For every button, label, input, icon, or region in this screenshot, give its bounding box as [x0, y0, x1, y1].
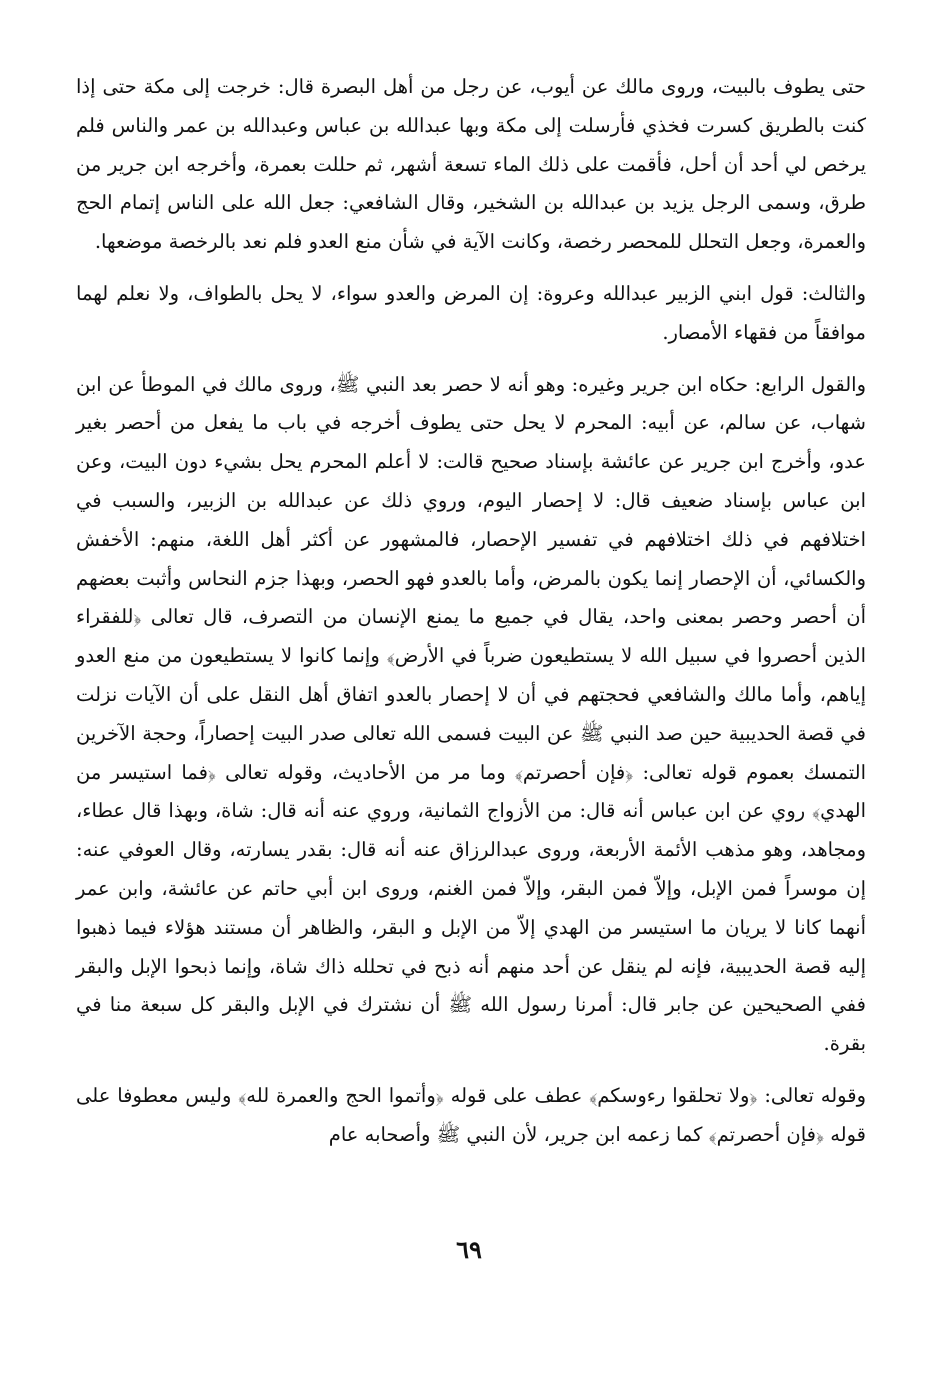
page-number: ٦٩ [456, 1235, 482, 1264]
page-body [76, 68, 866, 1168]
paragraph-3: والقول الرابع: حكاه ابن جرير وغيره: وهو أنه لا حصر بعد النبي ﷺ، وروى مالك في الموطأ عن ابن شهاب، عن سالم، عن أبيه: المحرم لا يحل حتى يطوف أخرجه في باب ما يفعل من أحصر بغير عدو، وأخرج ابن جرير عن عائشة بإسناد صحيح قالت: لا أعلم المحرم يحل بشيء دون البيت، وعن ابن عباس بإسناد ضعيف قال: لا إحصار اليوم، وروي ذلك عن عبدالله بن الزبير، والسبب في اختلافهم في ذلك اختلافهم في تفسير الإحصار، فالمشهور عن أكثر أهل اللغة، منهم: الأخفش والكسائي، أن الإحصار إنما يكون بالمرض، وأما بالعدو فهو الحصر، وبهذا جزم النحاس وأثبت بعضهم أن أحصر وحصر بمعنى واحد، يقال في جميع ما يمنع الإنسان من التصرف، قال تعالى ﴿للفقراء الذين أحصروا في سبيل الله لا يستطيعون ضرباً في الأرض﴾ وإنما كانوا لا يستطيعون من منع العدو إياهم، وأما مالك والشافعي فحجتهم في أن لا إحصار بالعدو اتفاق أهل النقل على أن الآيات نزلت في قصة الحديبية حين صد النبي ﷺ عن البيت فسمى الله تعالى صدر البيت إحصاراً، وحجة الآخرين التمسك بعموم قوله تعالى: ﴿فإن أحصرتم﴾ وما مر من الأحاديث، وقوله تعالى ﴿فما استيسر من الهدي﴾ روي عن ابن عباس أنه قال: من الأزواج الثمانية، وروي عنه أنه قال: شاة، وبهذا قال عطاء، ومجاهد، وهو مذهب الأئمة الأربعة، وروى عبدالرزاق عنه أنه قال: بقدر يسارته، وقال العوفي عنه: إن موسراً فمن الإبل، وإلاّ فمن البقر، وإلاّ فمن الغنم، وروى ابن أبي حاتم عن عائشة، وابن عمر أنهما كانا لا يريان ما استيسر من الهدي إلاّ من الإبل و البقر، والظاهر أن مستند هؤلاء فيما ذهبوا إليه قصة الحديبية، فإنه لم ينقل عن أحد منهم أنه ذبح في تحلله ذاك شاة، وإنما ذبحوا الإبل والبقر ففي الصحيحين عن جابر قال: أمرنا رسول الله ﷺ أن نشترك في الإبل والبقر كل سبعة منا في بقرة. [76, 372, 866, 1056]
paragraph-2: والثالث: قول ابني الزبير عبدالله وعروة: إن المرض والعدو سواء، لا يحل بالطواف، ولا نعلم لهما موافقاً من فقهاء الأمصار. [76, 281, 866, 344]
paragraph-4: وقوله تعالى: ﴿ولا تحلقوا رءوسكم﴾ عطف على قوله ﴿وأتموا الحج والعمرة لله﴾ وليس معطوفا على قوله ﴿فإن أحصرتم﴾ كما زعمه ابن جرير، لأن النبي ﷺ وأصحابه عام [76, 1083, 866, 1146]
paragraph-1: حتى يطوف بالبيت، وروى مالك عن أيوب، عن رجل من أهل البصرة قال: خرجت إلى مكة حتى إذا كنت بالطريق كسرت فخذي فأرسلت إلى مكة وبها عبدالله بن عباس وعبدالله بن عمر والناس فلم يرخص لي أحد أن أحل، فأقمت على ذلك الماء تسعة أشهر، ثم حللت بعمرة، وأخرجه ابن جرير من طرق، وسمى الرجل يزيد بن عبدالله بن الشخير، وقال الشافعي: جعل الله على الناس إتمام الحج والعمرة، وجعل التحلل للمحصر رخصة، وكانت الآية في شأن منع العدو فلم نعد بالرخصة موضعها. [76, 75, 866, 254]
